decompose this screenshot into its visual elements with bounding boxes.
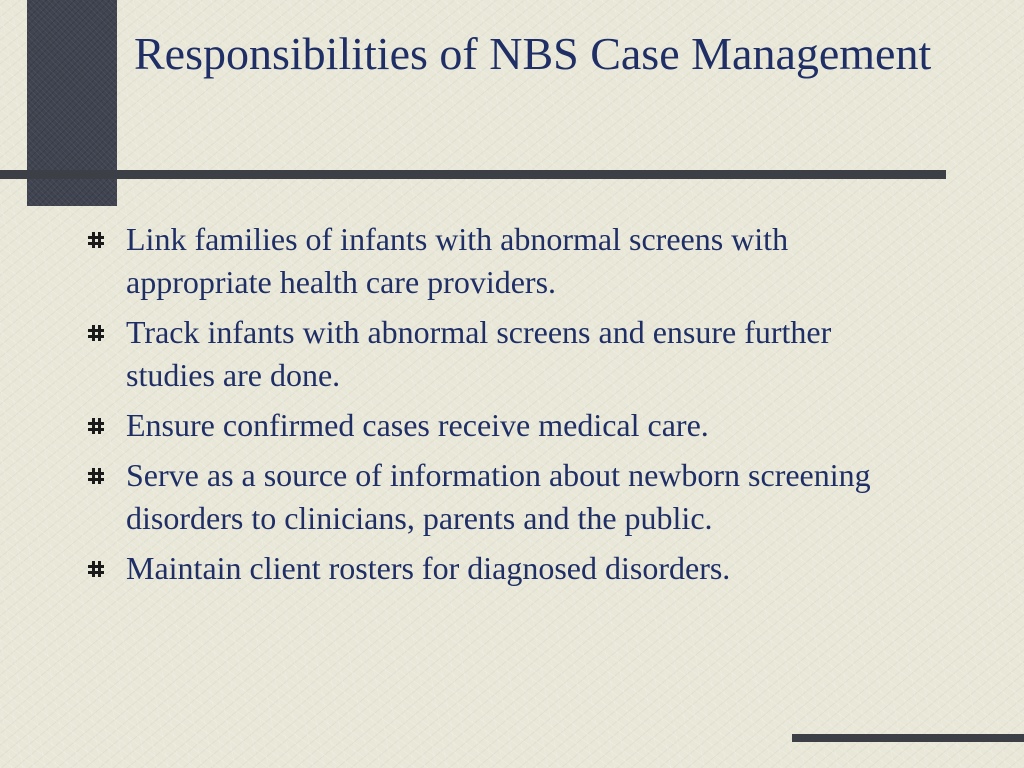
- bullet-text: Link families of infants with abnormal screens with appropriate health care providers.: [126, 221, 789, 300]
- bullet-item: [86, 454, 916, 540]
- bullet-text: Maintain client rosters for diagnosed disorders.: [126, 550, 731, 586]
- bullet-item: [86, 218, 916, 304]
- hash-bullet-icon: [88, 418, 104, 434]
- hash-bullet-icon: [88, 325, 104, 341]
- bullet-text: Track infants with abnormal screens and ensure further studies are done.: [126, 314, 832, 393]
- hash-bullet-icon: [88, 232, 104, 248]
- hash-bullet-icon: [88, 468, 104, 484]
- slide-title: Responsibilities of NBS Case Management: [134, 28, 932, 79]
- footer-rule: [792, 734, 1024, 742]
- bullet-text: Ensure confirmed cases receive medical care.: [126, 407, 709, 443]
- hash-bullet-icon: [88, 561, 104, 577]
- bullet-text: Serve as a source of information about newborn screening disorders to clinicians, parents and the public.: [126, 457, 871, 536]
- bullet-item: [86, 404, 916, 447]
- title-underline-rule: [0, 170, 946, 179]
- bullet-item: [86, 311, 916, 397]
- bullet-list: [86, 218, 916, 597]
- bullet-item: [86, 547, 916, 590]
